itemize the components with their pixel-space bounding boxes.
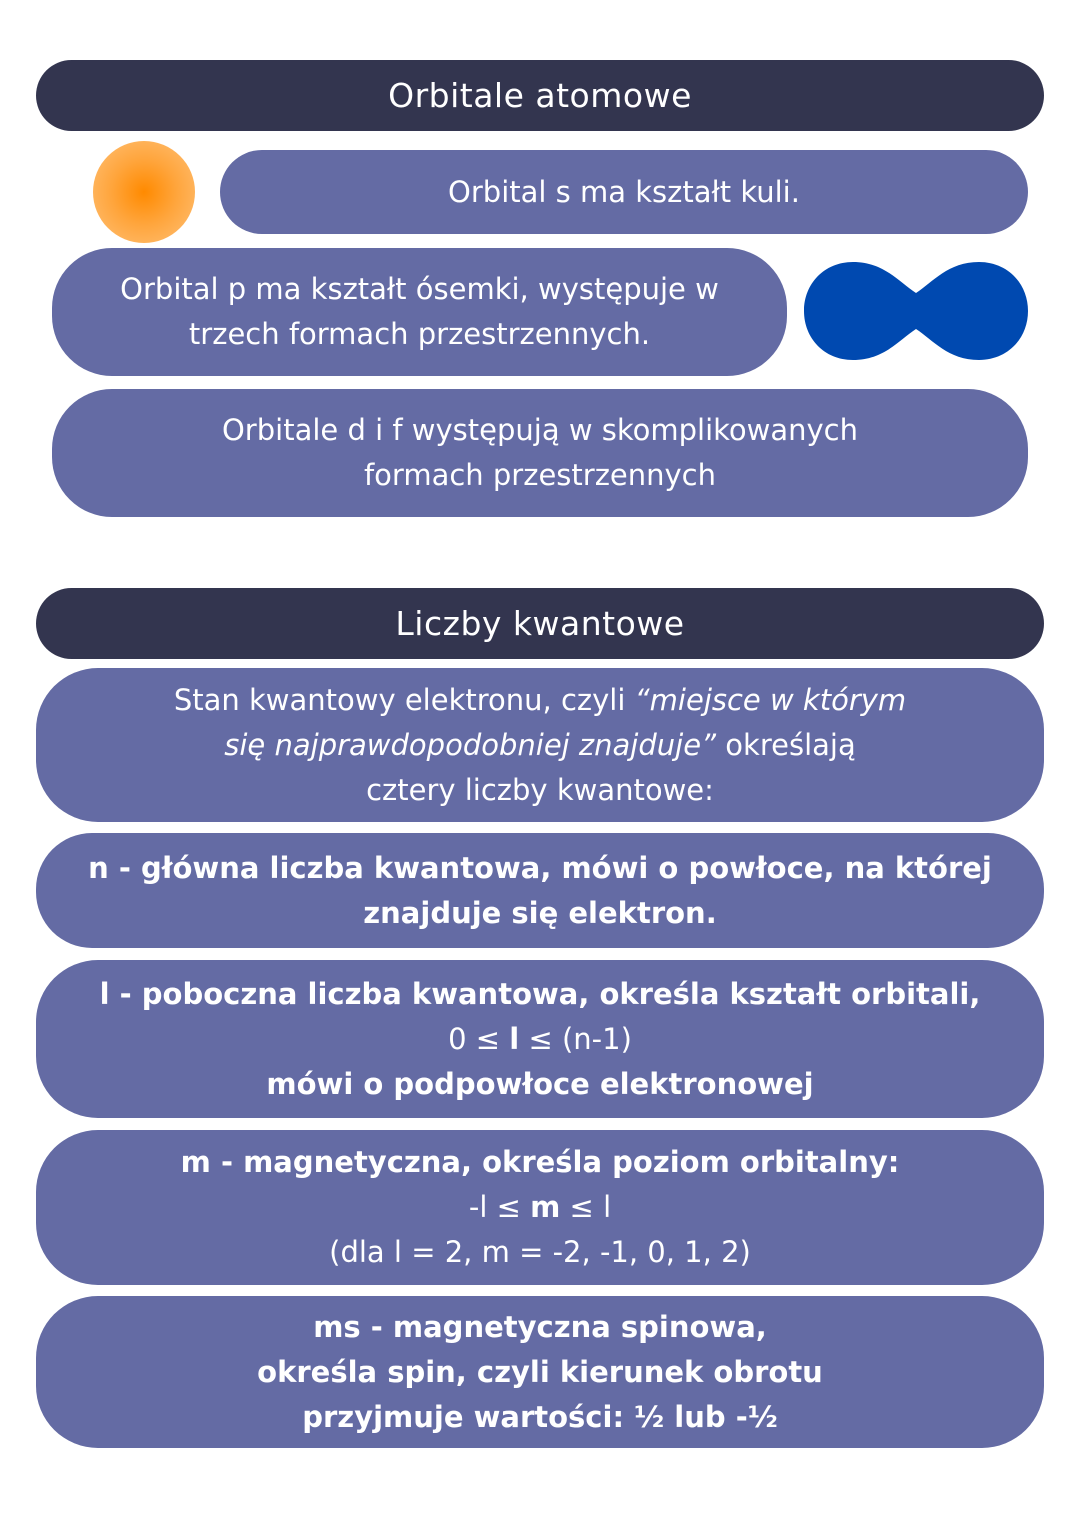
p-orbital-text-line2: trzech formach przestrzennych. (188, 317, 651, 351)
quantum-ms-box (36, 1296, 1044, 1448)
df-orbitals-box (52, 389, 1028, 517)
df-orbitals-text-line1: Orbitale d i f występują w skomplikowanych (221, 413, 859, 447)
section-title-quantum-numbers: Liczby kwantowe (36, 588, 1044, 659)
m-range-start: -l ≤ (468, 1190, 531, 1224)
l-line1: l - poboczna liczba kwantowa, określa kształt orbitali, (99, 976, 981, 1011)
n-line1: n - główna liczba kwantowa, mówi o powłoce, na której (88, 850, 992, 885)
section-title-orbitals: Orbitale atomowe (36, 60, 1044, 131)
n-line2: znajduje się elektron. (363, 895, 717, 930)
m-line2 (36, 1185, 1044, 1230)
l-line2 (36, 1017, 1044, 1062)
intro-line2 (36, 723, 1044, 768)
ms-line1: ms - magnetyczna spinowa, (313, 1309, 767, 1344)
quantum-m-box (36, 1130, 1044, 1285)
ms-line2: określa spin, czyli kierunek obrotu (257, 1354, 823, 1389)
l-symbol: l (509, 1021, 520, 1056)
intro-line2-quote: się najprawdopodobniej znajduje” (224, 727, 717, 762)
l-line3: mówi o podpowłoce elektronowej (266, 1066, 814, 1101)
intro-line1-text: Stan kwantowy elektronu, czyli (173, 682, 635, 717)
l-range-start: 0 ≤ (448, 1021, 510, 1056)
l-range-end: ≤ (n-1) (519, 1021, 632, 1056)
intro-line2-text: określają (716, 727, 856, 762)
intro-line3: cztery liczby kwantowe: (366, 772, 714, 807)
quantum-l-box (36, 960, 1044, 1118)
quantum-n-box (36, 833, 1044, 948)
m-range-end: ≤ l (560, 1190, 612, 1224)
p-orbital-dumbbell-icon (804, 262, 1028, 360)
s-orbital-text: Orbital s ma kształt kuli. (448, 174, 800, 209)
s-orbital-box (220, 150, 1028, 234)
intro-line1-quote: “miejsce w którym (634, 682, 907, 717)
p-orbital-box (52, 248, 787, 376)
m-line3: (dla l = 2, m = -2, -1, 0, 1, 2) (329, 1235, 751, 1269)
m-symbol: m (530, 1190, 561, 1224)
intro-line1 (36, 678, 1044, 723)
quantum-intro-box (36, 668, 1044, 822)
df-orbitals-text-line2: formach przestrzennych (363, 458, 717, 492)
m-line1: m - magnetyczna, określa poziom orbitalny: (180, 1145, 900, 1179)
ms-line3: przyjmuje wartości: ½ lub -½ (302, 1399, 778, 1434)
p-orbital-text-line1: Orbital p ma kształt ósemki, występuje w (120, 272, 719, 306)
s-orbital-sphere-icon (93, 141, 195, 243)
